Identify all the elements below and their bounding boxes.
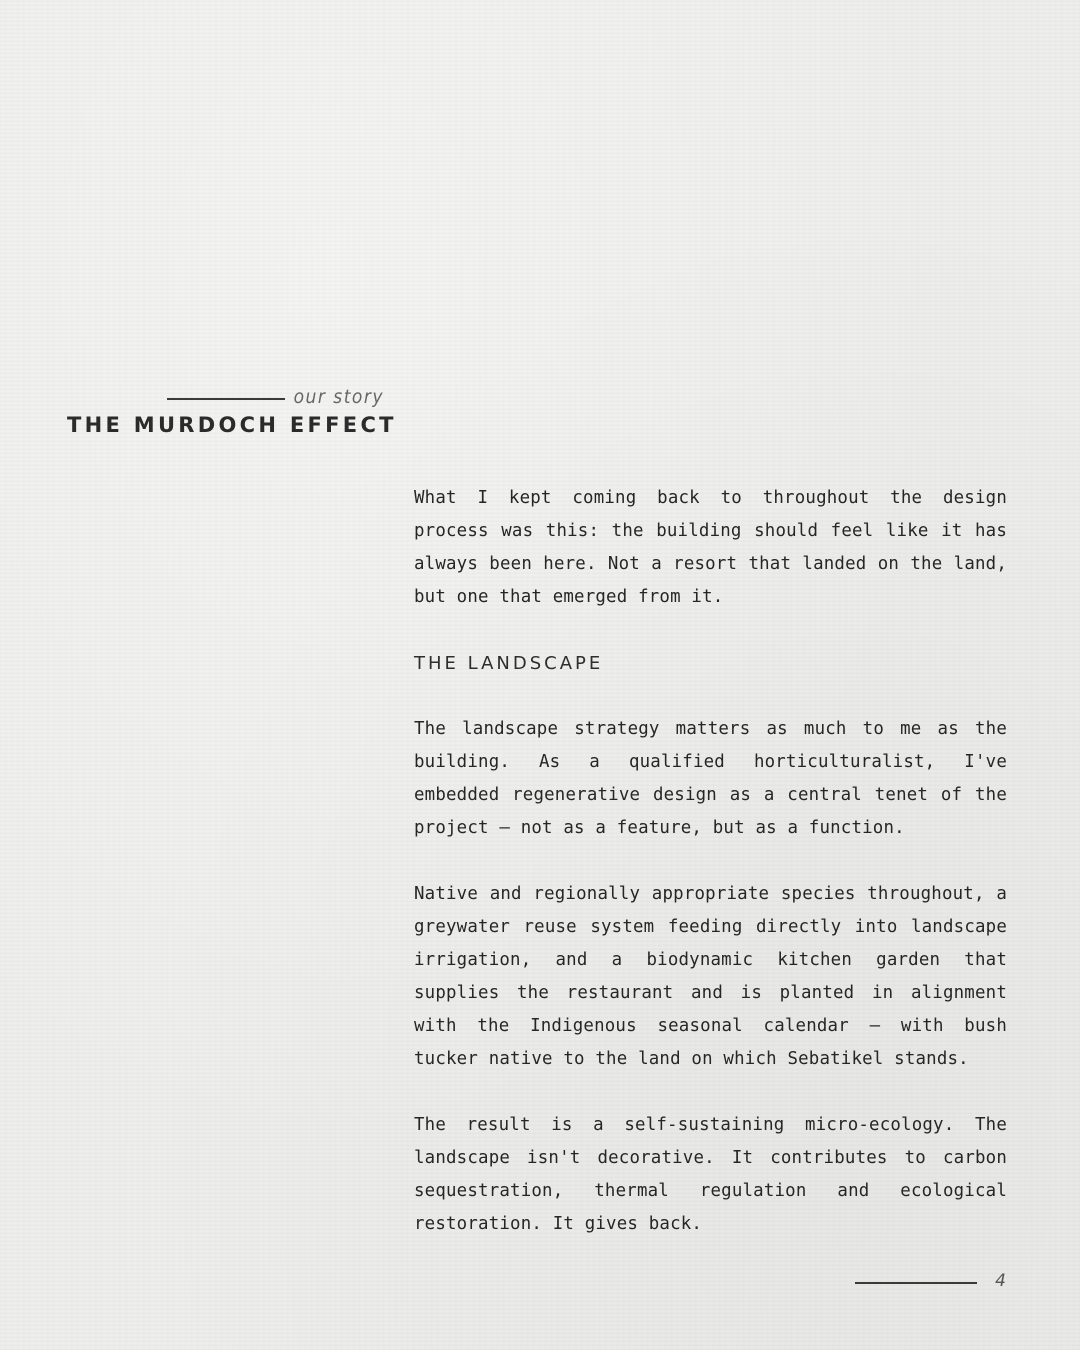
page-number: 4 (995, 1271, 1006, 1291)
section-kicker (167, 386, 386, 412)
body-paragraph: The landscape strategy matters as much to me as the building. As a qualified horticulturalist, I've embedded regenerative design as a central tenet of the project — not as a feature, but as a function. (414, 719, 1007, 838)
body-paragraph: Native and regionally appropriate species throughout, a greywater reuse system feeding directly into landscape irrigation, and a biodynamic kitchen garden that supplies the restaurant and is planted in alignment with the Indigenous seasonal calendar — with bush tucker native to the land on which Sebatikel stands. (414, 884, 1007, 1069)
footer-rule (855, 1282, 977, 1284)
body-paragraph: The result is a self-sustaining micro-ecology. The landscape isn't decorative. It contributes to carbon sequestration, thermal regulation and ecological restoration. It gives back. (414, 1115, 1007, 1234)
article-body (414, 482, 1007, 1274)
section-subheading: THE LANDSCAPE (414, 653, 604, 674)
page-title: THE MURDOCH EFFECT (67, 413, 397, 437)
page-footer (855, 1270, 1007, 1296)
kicker-label: our story (293, 386, 384, 408)
kicker-rule (167, 398, 285, 400)
intro-paragraph: What I kept coming back to throughout the design process was this: the building should feel like it has always been here. Not a resort that landed on the land, but one that emerged from it. (414, 488, 1007, 607)
